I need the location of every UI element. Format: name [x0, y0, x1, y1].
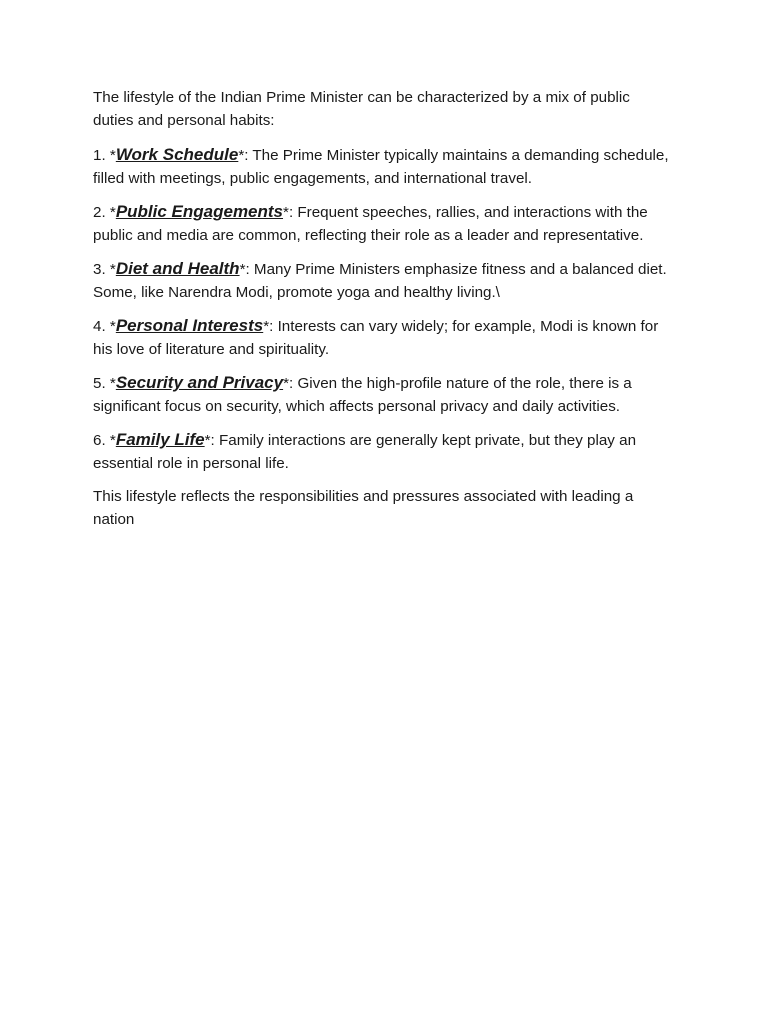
item-number: 4.	[93, 318, 106, 335]
list-item-public-engagements: 2. *Public Engagements*: Frequent speeches, rallies, and interactions with the public and media are common, reflecting their role as a leader and representative.	[93, 202, 648, 244]
item-number: 1.	[93, 147, 106, 164]
item-heading: Personal Interests	[115, 316, 264, 335]
item-heading: Work Schedule	[115, 145, 239, 164]
list-item-security-and-privacy: 5. *Security and Privacy*: Given the high-profile nature of the role, there is a significant focus on security, which affects personal privacy and daily activities.	[93, 373, 632, 415]
item-number: 5.	[93, 375, 106, 392]
list-item-personal-interests: 4. *Personal Interests*: Interests can vary widely; for example, Modi is known for his love of literature and spirituality.	[93, 316, 659, 358]
item-number: 6.	[93, 432, 106, 449]
list-item-family-life: 6. *Family Life*: Family interactions are generally kept private, but they play an essential role in personal life.	[93, 430, 637, 472]
document-page	[93, 87, 673, 542]
item-heading: Diet and Health	[115, 259, 240, 278]
list-item-diet-and-health: 3. *Diet and Health*: Many Prime Ministers emphasize fitness and a balanced diet. Some, like Narendra Modi, promote yoga and healthy living.\	[93, 259, 667, 301]
intro-paragraph: The lifestyle of the Indian Prime Minister can be characterized by a mix of public duties and personal habits:	[93, 89, 630, 129]
item-number: 3.	[93, 261, 106, 278]
item-heading: Public Engagements	[115, 202, 284, 221]
item-heading: Security and Privacy	[115, 373, 284, 392]
item-text: : Family interactions are generally kept private, but they play an essential role in personal life.	[93, 432, 637, 472]
item-text: : Interests can vary widely; for example, Modi is known for his love of literature and spirituality.	[93, 318, 659, 358]
item-number: 2.	[93, 204, 106, 221]
item-heading: Family Life	[115, 430, 205, 449]
item-text: : Many Prime Ministers emphasize fitness and a balanced diet. Some, like Narendra Modi, promote yoga and healthy living.\	[93, 261, 667, 301]
list-item-work-schedule: 1. *Work Schedule*: The Prime Minister typically maintains a demanding schedule, filled with meetings, public engagements, and international travel.	[93, 145, 669, 187]
item-text: : Frequent speeches, rallies, and interactions with the public and media are common, reflecting their role as a leader and representative.	[93, 204, 648, 244]
closing-paragraph: This lifestyle reflects the responsibilities and pressures associated with leading a nation	[93, 488, 634, 528]
item-text: : The Prime Minister typically maintains a demanding schedule, filled with meetings, public engagements, and international travel.	[93, 147, 669, 187]
item-text: : Given the high-profile nature of the role, there is a significant focus on security, which affects personal privacy and daily activities.	[93, 375, 632, 415]
